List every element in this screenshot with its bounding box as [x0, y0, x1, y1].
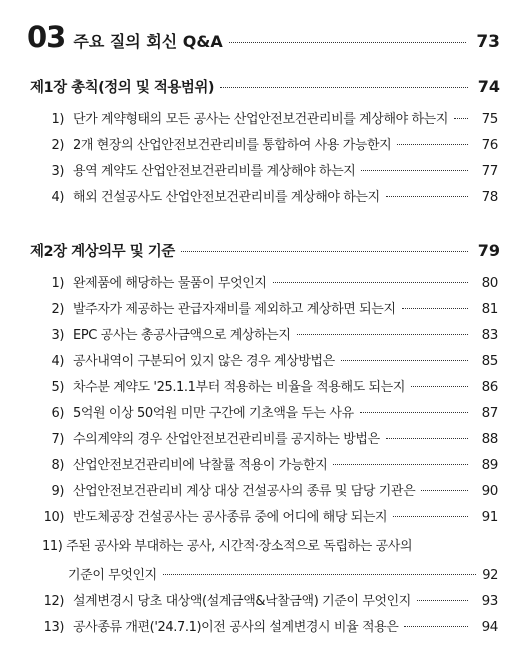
item-text: 공사내역이 구분되어 있지 않은 경우 계상방법은	[73, 354, 335, 369]
item-text-continued: 기준이 무엇인지	[68, 568, 157, 583]
item-text: 발주자가 제공하는 관급자재비를 제외하고 계상하면 되는지	[73, 302, 396, 317]
item-text: 용역 계약도 산업안전보건관리비를 계상해야 하는지	[73, 164, 356, 179]
dot-leader	[341, 360, 468, 361]
dot-leader	[386, 438, 468, 439]
toc-item	[42, 108, 498, 127]
item-number: 4)	[51, 190, 64, 205]
dot-leader	[297, 334, 469, 335]
item-page: 94	[481, 619, 498, 635]
item-page: 83	[481, 327, 498, 343]
item-number: 10)	[43, 510, 64, 525]
item-text: 차수분 계약도 '25.1.1부터 적용하는 비율을 적용해도 되는지	[73, 380, 405, 395]
item-page: 92	[482, 568, 498, 583]
item-text: 산업안전보건관리비에 낙찰률 적용이 가능한지	[73, 458, 328, 473]
dot-leader	[229, 42, 466, 43]
item-number: 3)	[51, 164, 64, 179]
item-text: 설계변경시 당초 대상액(설계금액&낙찰금액) 기준이 무엇인지	[73, 594, 411, 609]
toc-item	[42, 298, 498, 317]
item-text: 해외 건설공사도 산업안전보건관리비를 계상해야 하는지	[73, 190, 380, 205]
item-page: 91	[481, 509, 498, 525]
part-page: 73	[476, 32, 500, 52]
dot-leader	[386, 196, 468, 197]
toc-item	[42, 428, 498, 447]
item-page: 78	[481, 189, 498, 205]
item-number: 9)	[51, 484, 64, 499]
part-title: 주요 질의 회신 Q&A	[73, 32, 223, 51]
chapter-page: 74	[477, 77, 500, 96]
item-page: 87	[481, 405, 498, 421]
chapter-title: 제2장 계상의무 및 기준	[30, 244, 175, 260]
item-text: 주된 공사와 부대하는 공사, 시간적·장소적으로 독립하는 공사의	[66, 539, 413, 554]
dot-leader	[361, 170, 468, 171]
item-number: 13)	[43, 620, 64, 635]
toc-item	[42, 186, 498, 205]
item-number: 11)	[42, 539, 63, 554]
item-number: 8)	[51, 458, 64, 473]
item-page: 86	[481, 379, 498, 395]
item-text: 완제품에 해당하는 물품이 무엇인지	[73, 276, 267, 291]
toc-item	[42, 454, 498, 473]
item-page: 85	[481, 353, 498, 369]
item-number: 1)	[51, 276, 64, 291]
dot-leader	[163, 574, 476, 575]
toc-item	[42, 134, 498, 153]
item-page: 75	[481, 111, 498, 127]
chapter-heading	[30, 240, 500, 261]
dot-leader	[220, 87, 468, 88]
item-page: 81	[481, 301, 498, 317]
toc-item	[42, 616, 498, 635]
dot-leader	[393, 516, 468, 517]
toc-item	[42, 160, 498, 179]
toc-item	[42, 272, 498, 291]
dot-leader	[360, 412, 468, 413]
toc-item	[42, 480, 498, 499]
item-page: 77	[481, 163, 498, 179]
item-text: 단가 계약형태의 모든 공사는 산업안전보건관리비를 계상해야 하는지	[73, 112, 448, 127]
item-number: 4)	[51, 354, 64, 369]
dot-leader	[181, 251, 468, 252]
dot-leader	[417, 600, 468, 601]
item-page: 90	[481, 483, 498, 499]
item-text: 공사종류 개편('24.7.1)이전 공사의 설계변경시 비율 적용은	[73, 620, 399, 635]
dot-leader	[411, 386, 468, 387]
item-text: 반도체공장 건설공사는 공사종류 중에 어디에 해당 되는지	[73, 510, 388, 525]
item-number: 2)	[51, 302, 64, 317]
toc-item	[42, 324, 498, 343]
item-text: 수의계약의 경우 산업안전보건관리비를 공지하는 방법은	[73, 432, 380, 447]
dot-leader	[402, 308, 468, 309]
item-number: 12)	[43, 594, 64, 609]
item-number: 3)	[51, 328, 64, 343]
part-number: 03	[27, 20, 66, 54]
toc-item	[42, 506, 498, 525]
dot-leader	[333, 464, 468, 465]
item-number: 2)	[51, 138, 64, 153]
item-number: 6)	[51, 406, 64, 421]
toc-item	[42, 350, 498, 369]
part-heading	[27, 20, 500, 54]
item-page: 88	[481, 431, 498, 447]
dot-leader	[454, 118, 468, 119]
chapter-page: 79	[477, 241, 500, 260]
item-number: 1)	[51, 112, 64, 127]
dot-leader	[273, 282, 468, 283]
toc-item	[42, 535, 498, 583]
item-number: 7)	[51, 432, 64, 447]
item-page: 76	[481, 137, 498, 153]
item-text: EPC 공사는 총공사금액으로 계상하는지	[73, 328, 291, 343]
toc-item	[42, 402, 498, 421]
dot-leader	[397, 144, 468, 145]
dot-leader	[421, 490, 468, 491]
chapter-title: 제1장 총칙(정의 및 적용범위)	[30, 80, 215, 96]
item-text: 산업안전보건관리비 계상 대상 건설공사의 종류 및 담당 기관은	[73, 484, 416, 499]
toc-item	[42, 590, 498, 609]
toc-item	[42, 376, 498, 395]
item-number: 5)	[51, 380, 64, 395]
chapter-heading	[30, 76, 500, 97]
item-page: 89	[481, 457, 498, 473]
item-page: 93	[481, 593, 498, 609]
item-text: 5억원 이상 50억원 미만 구간에 기초액을 두는 사유	[73, 406, 354, 421]
item-page: 80	[481, 275, 498, 291]
item-text: 2개 현장의 산업안전보건관리비를 통합하여 사용 가능한지	[73, 138, 392, 153]
dot-leader	[404, 626, 468, 627]
